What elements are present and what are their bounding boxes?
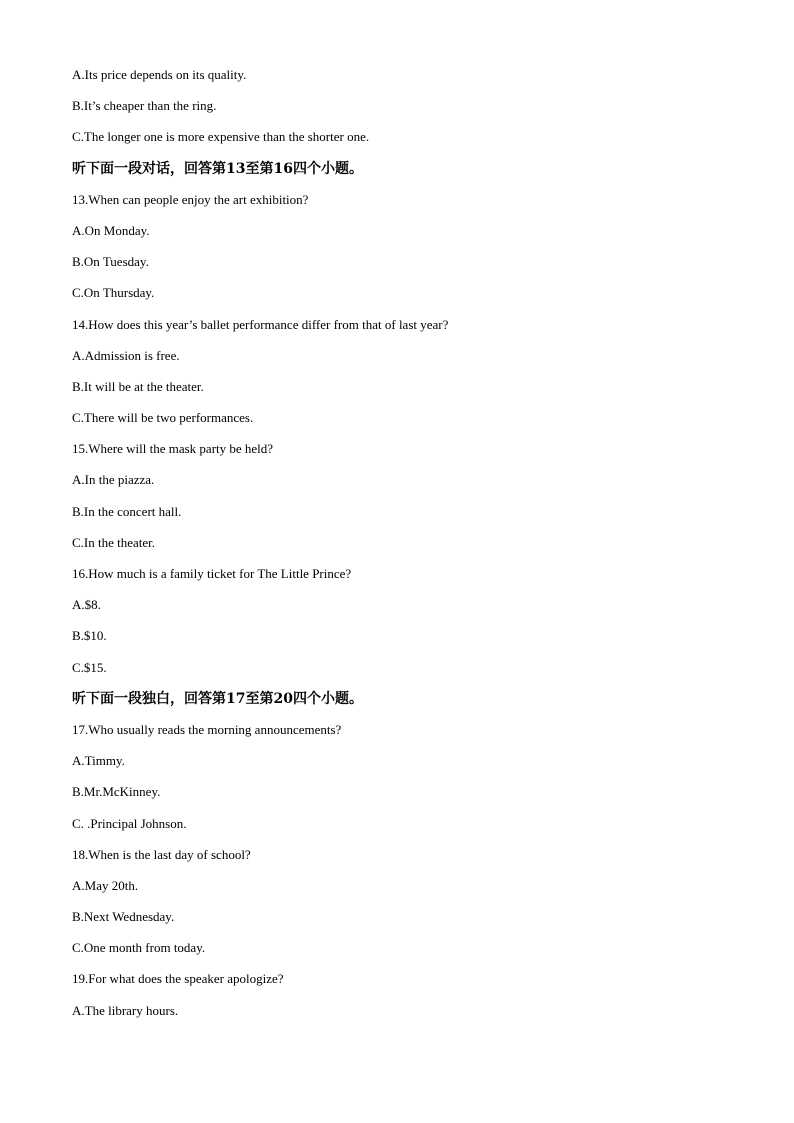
option-line: A.Timmy. [72,753,125,769]
option-line: C.$15. [72,659,107,675]
option-line: B.It’s cheaper than the ring. [72,98,217,114]
option-line: A.Admission is free. [72,347,180,363]
section-heading: 听下面一段独白，回答第17至第20四个小题。 [72,690,363,707]
option-line: C.There will be two performances. [72,410,254,426]
option-line: B.On Tuesday. [72,254,149,270]
option-line: A.The library hours. [72,1002,179,1018]
option-line: A.On Monday. [72,222,150,238]
option-line: B.It will be at the theater. [72,378,204,394]
question-line: 16.How much is a family ticket for The Little Prince? [72,566,352,581]
option-line: C.On Thursday. [72,285,155,301]
option-line: C. .Principal Johnson. [72,815,187,831]
question-line: 15.Where will the mask party be held? [72,441,274,457]
question-line: 19.For what does the speaker apologize? [72,971,284,987]
document-page [72,65,722,1032]
option-line: A.May 20th. [72,877,139,893]
question-line: 14.How does this year’s ballet performance differ from that of last year? [72,316,449,332]
section-heading: 听下面一段对话，回答第13至第16四个小题。 [72,160,363,177]
option-line: A.Its price depends on its quality. [72,67,247,82]
option-line: B.In the concert hall. [72,503,182,519]
option-line: C.One month from today. [72,940,206,956]
option-line: B.$10. [72,628,107,644]
question-line: 18.When is the last day of school? [72,846,251,862]
option-line: A.$8. [72,597,101,613]
option-line: C.The longer one is more expensive than the shorter one. [72,129,370,145]
question-line: 13.When can people enjoy the art exhibition? [72,191,309,207]
question-line: 17.Who usually reads the morning announcements? [72,721,342,737]
option-line: B.Next Wednesday. [72,909,175,925]
option-line: A.In the piazza. [72,472,155,488]
option-line: B.Mr.McKinney. [72,784,161,800]
option-line: C.In the theater. [72,534,156,550]
